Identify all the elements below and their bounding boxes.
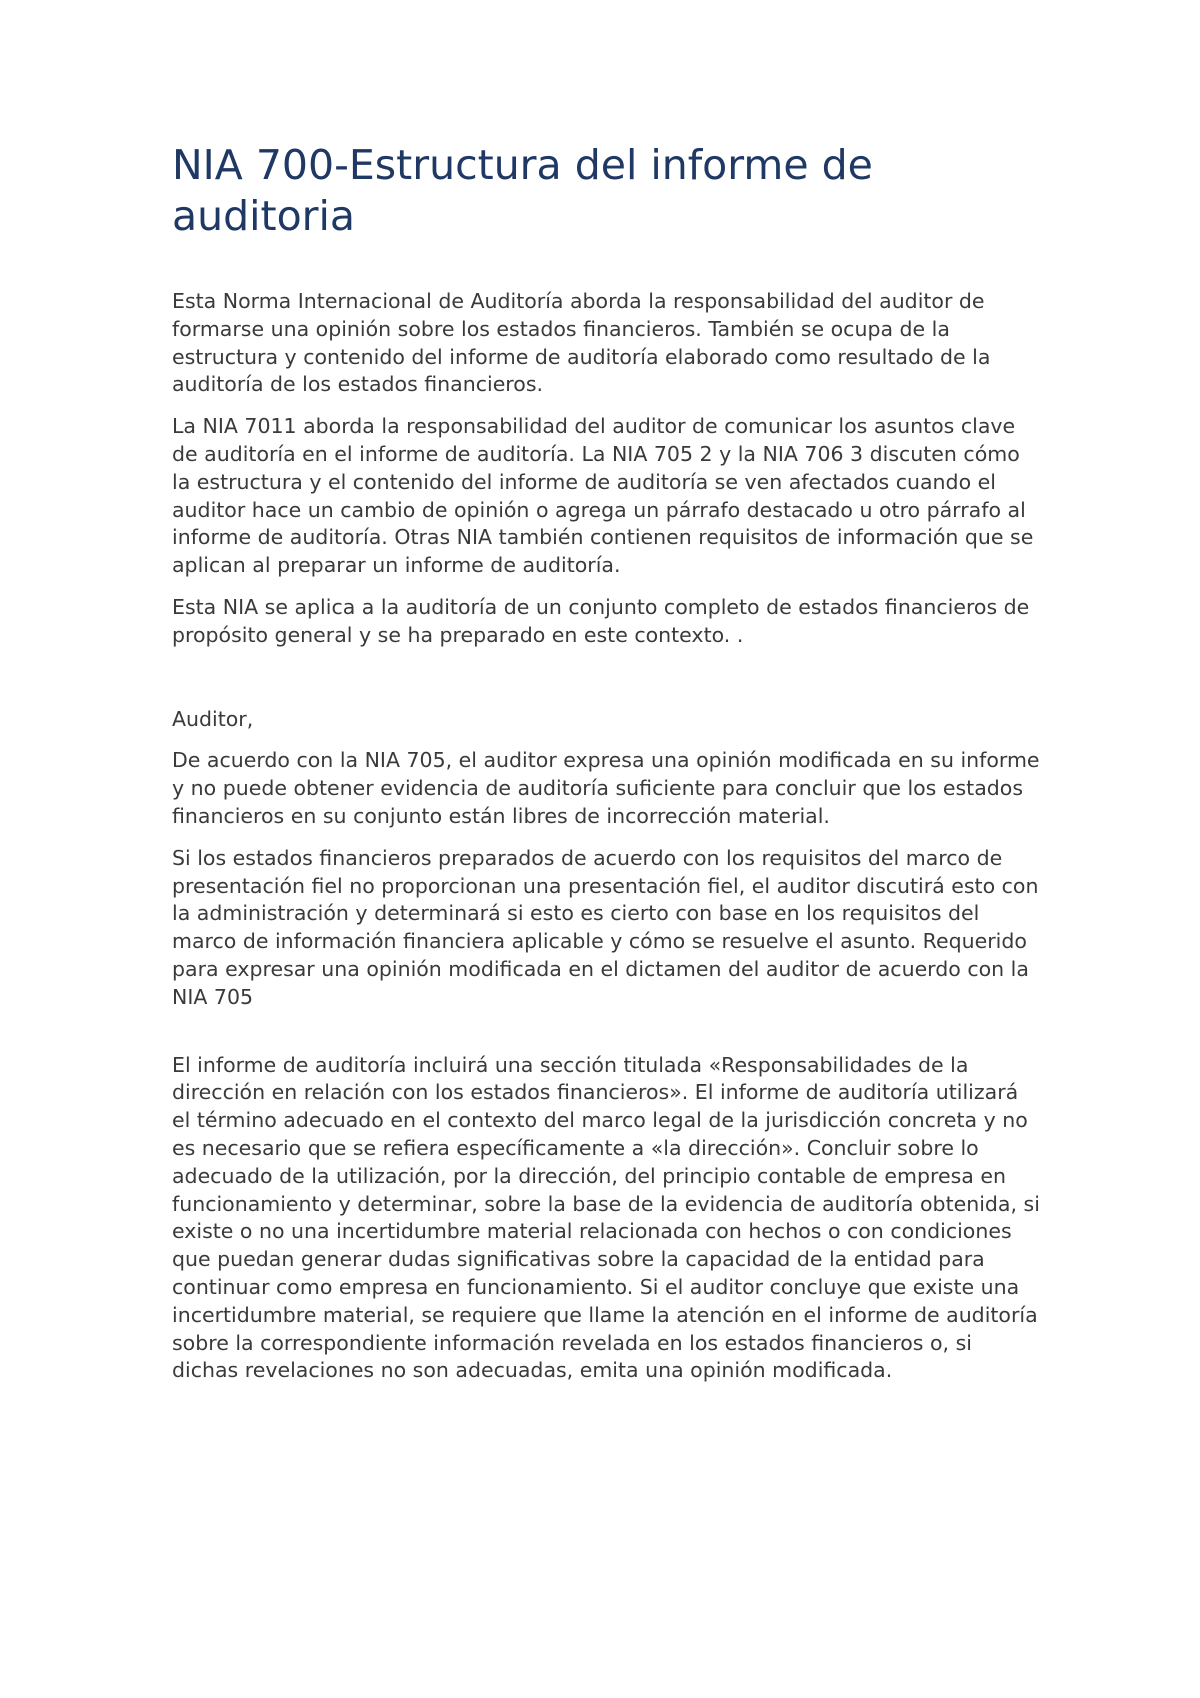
paragraph-auditor-heading: Auditor, [172,706,254,731]
paragraph-nia-701: La NIA 7011 aborda la responsabilidad del auditor de comunicar los asuntos clave de auditoría en el informe de auditoría. La NIA 705 2 y la NIA 706 3 discuten cómo la estructura y el contenido del informe de auditoría se ven afectados cuando el auditor hace un cambio de opinión o agrega un párrafo destacado u otro párrafo al informe de auditoría. Otras NIA también contienen requisitos de información que se aplican al preparar un informe de auditoría. [172,414,1034,578]
paragraph-nia-705: De acuerdo con la NIA 705, el auditor expresa una opinión modificada en su informe y no puede obtener evidencia de auditoría suficiente para concluir que los estados financieros en su conjunto están libres de incorrección material. [172,748,1040,828]
paragraph-scope: Esta NIA se aplica a la auditoría de un conjunto completo de estados financieros de propósito general y se ha preparado en este contexto. . [172,594,1030,647]
document-body [172,140,1042,1399]
document-title: NIA 700-Estructura del informe de auditoria [172,141,873,240]
paragraph-fair-presentation: Si los estados financieros preparados de acuerdo con los requisitos del marco de presentación fiel no proporcionan una presentación fiel, el auditor discutirá esto con la administración y determinará si esto es cierto con base en los requisitos del marco de información financiera aplicable y cómo se resuelve el asunto. Requerido para expresar una opinión modificada en el dictamen del auditor de acuerdo con la NIA 705 [172,845,1039,1009]
paragraph-intro: Esta Norma Internacional de Auditoría aborda la responsabilidad del auditor de formarse una opinión sobre los estados financieros. También se ocupa de la estructura y contenido del informe de auditoría elaborado como resultado de la auditoría de los estados financieros. [172,289,991,397]
paragraph-management-responsibilities: El informe de auditoría incluirá una sección titulada «Responsabilidades de la dirección en relación con los estados financieros». El informe de auditoría utilizará el término adecuado en el contexto del marco legal de la jurisdicción concreta y no es necesario que se refiera específicamente a «la dirección». Concluir sobre lo adecuado de la utilización, por la dirección, del principio contable de empresa en funcionamiento y determinar, sobre la base de la evidencia de auditoría obtenida, si existe o no una incertidumbre material relacionada con hechos o con condiciones que puedan generar dudas significativas sobre la capacidad de la entidad para continuar como empresa en funcionamiento. Si el auditor concluye que existe una incertidumbre material, se requiere que llame la atención en el informe de auditoría sobre la correspondiente información revelada en los estados financieros o, si dichas revelaciones no son adecuadas, emita una opinión modificada. [172,1052,1040,1383]
